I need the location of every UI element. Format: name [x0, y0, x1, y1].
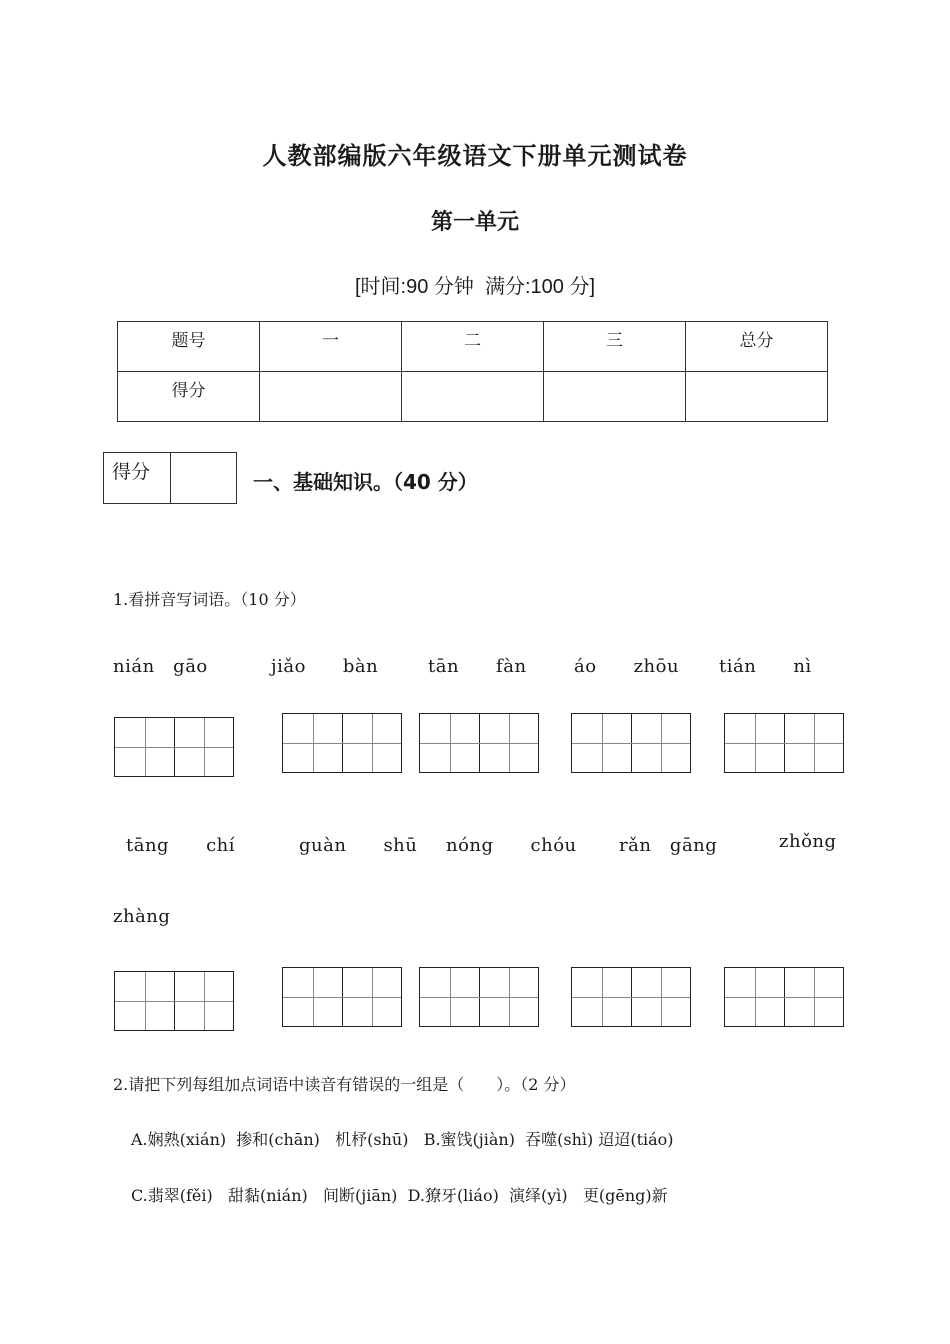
- question-2-prompt: 2.请把下列每组加点词语中读音有错误的一组是（ ）。（2 分）: [113, 1075, 576, 1094]
- score-cell-3[interactable]: [544, 372, 686, 422]
- pinyin-6: tāng chí: [126, 835, 236, 856]
- writing-grid[interactable]: [282, 713, 402, 773]
- question-1-prompt: 1.看拼音写词语。（10 分）: [113, 590, 306, 609]
- writing-grid[interactable]: [419, 713, 539, 773]
- writing-grid[interactable]: [571, 713, 691, 773]
- row-label-score: 得分: [118, 372, 260, 422]
- header-part-3: 三: [544, 322, 686, 372]
- header-part-2: 二: [402, 322, 544, 372]
- time-limit: [时间:90 分钟: [354, 276, 474, 298]
- score-table-header-row: [118, 322, 828, 372]
- header-total: 总分: [686, 322, 828, 372]
- score-cell-2[interactable]: [402, 372, 544, 422]
- pinyin-5: tián nì: [719, 656, 812, 677]
- section-score-box: [103, 452, 237, 504]
- question-2-options-ab: A.娴熟(xián) 掺和(chān) 机杼(shū) B.蜜饯(jiàn) 吞噬(shì) 迢迢(tiáo): [131, 1130, 674, 1149]
- header-question-no: 题号: [118, 322, 260, 372]
- pinyin-3: tān fàn: [428, 656, 527, 677]
- pinyin-7: guàn shū: [299, 835, 418, 856]
- section-score-label: 得分: [104, 453, 171, 503]
- pinyin-1: nián gāo: [113, 656, 208, 677]
- header-part-1: 一: [260, 322, 402, 372]
- pinyin-9: rǎn gāng: [619, 835, 718, 856]
- pinyin-2: jiǎo bàn: [271, 656, 379, 677]
- writing-grid[interactable]: [114, 971, 234, 1031]
- writing-grid[interactable]: [724, 713, 844, 773]
- writing-grid[interactable]: [419, 967, 539, 1027]
- question-2-options-cd: C.翡翠(fěi) 甜黏(nián) 间断(jiān) D.獠牙(liáo) 演绎(yì) 更(gēng)新: [131, 1186, 668, 1205]
- pinyin-10a: zhǒng: [779, 831, 837, 852]
- writing-grid[interactable]: [282, 967, 402, 1027]
- score-table: [117, 321, 828, 422]
- score-cell-total[interactable]: [686, 372, 828, 422]
- writing-grid[interactable]: [114, 717, 234, 777]
- writing-grid[interactable]: [571, 967, 691, 1027]
- pinyin-10b: zhàng: [113, 906, 171, 927]
- pinyin-8: nóng chóu: [446, 835, 577, 856]
- section-1-title: 一、基础知识。（40 分）: [253, 470, 478, 494]
- page-title: 人教部编版六年级语文下册单元测试卷: [262, 142, 688, 170]
- full-score: 满分:100 分]: [485, 276, 596, 298]
- score-table-score-row: [118, 372, 828, 422]
- exam-meta: [0, 270, 950, 299]
- score-cell-1[interactable]: [260, 372, 402, 422]
- writing-grid[interactable]: [724, 967, 844, 1027]
- pinyin-4: áo zhōu: [574, 656, 680, 677]
- unit-title: 第一单元: [430, 210, 519, 235]
